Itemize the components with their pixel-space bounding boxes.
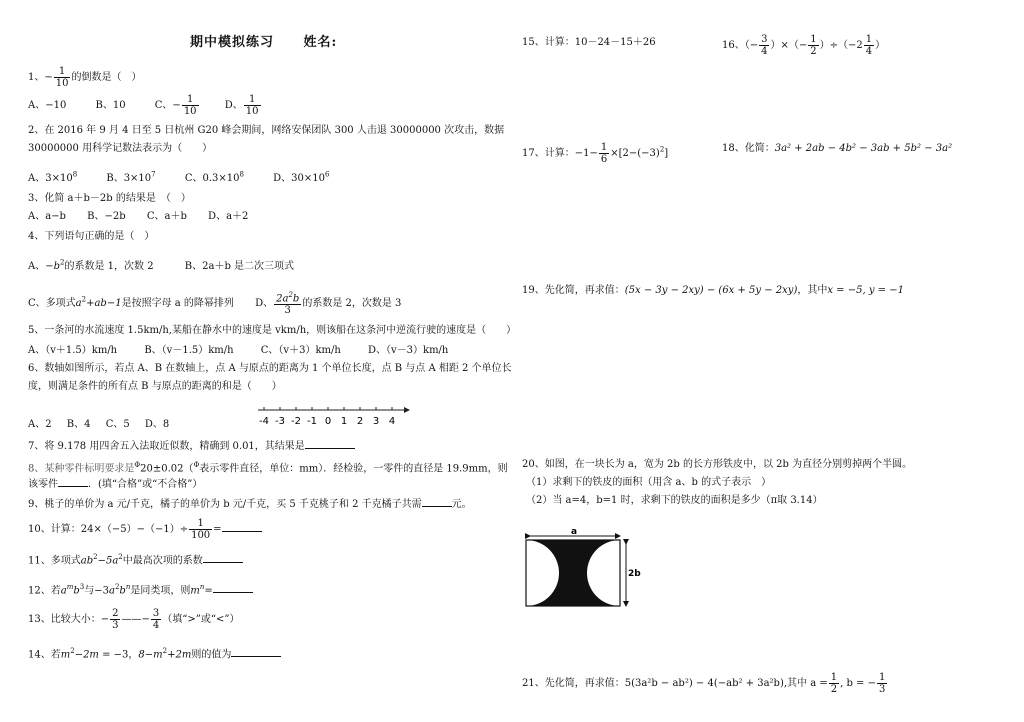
q16-frac1 [759, 34, 769, 57]
q4-d-num-a: 2a [276, 293, 289, 305]
q14-text-a: 14、若 [28, 649, 61, 661]
q13-blank[interactable]: ——− [121, 614, 150, 625]
figure-label-2b: 2b [628, 569, 641, 579]
question-1-choices [28, 94, 262, 117]
question-4: 4、下列语句正确的是（ ） [28, 231, 155, 242]
number-line-label: 2 [356, 416, 364, 427]
question-21 [522, 672, 888, 695]
question-20-line3: （2）当 a=4，b=1 时，求剩下的铁皮的面积是多少（π取 3.14） [526, 495, 823, 506]
q5-choice-c: C、（v＋3）km/h [260, 345, 341, 356]
question-5-choices [28, 344, 448, 358]
q19-text-a: 19、先化简，再求值： [522, 285, 625, 296]
q1-fraction [54, 66, 71, 89]
q4-a-exp: 2 [60, 259, 65, 267]
q21-n1: 1 [830, 672, 838, 683]
q2-d-text: D、30×10 [273, 173, 326, 185]
q4-d-text: 的系数是 2，次数是 3 [302, 297, 402, 309]
q16-frac2 [808, 34, 818, 57]
q13-d1: 3 [112, 620, 119, 631]
q2-a-text: A、3×10 [28, 173, 73, 185]
q16-text-b: ）×（− [770, 40, 808, 51]
q12-b: b [73, 585, 80, 597]
q12-text-b: 与−3 [84, 585, 109, 597]
q21-n2: 1 [878, 672, 886, 683]
q16-d2: 2 [810, 46, 817, 57]
q13-d2: 4 [152, 620, 160, 631]
q8-phi2: Φ [193, 461, 200, 469]
q14-expr1b: −2m [74, 649, 99, 661]
q9-text-a: 9、桃子的单价为 a 元/千克，橘子的单价为 b 元/千克，买 5 千克桃子和 2 千克橘子共需 [28, 499, 422, 510]
q4-c-prefix: C、多项式 [28, 297, 76, 309]
question-8-line1 [28, 458, 508, 476]
q2-b-text: B、3×10 [106, 173, 152, 185]
q8-text-b: 20±0.02（ [140, 463, 194, 475]
question-7 [28, 438, 355, 454]
q4-a-base: b [53, 261, 61, 273]
question-1 [28, 66, 141, 89]
page-title [190, 36, 337, 50]
question-8-line2 [28, 476, 202, 492]
q12-exp2: 2 [114, 583, 120, 591]
q19-cond: x = −5, y = −1 [827, 285, 904, 296]
q16-n1: 3 [761, 34, 768, 45]
q13-text-b: （填“>”或“<”） [162, 614, 240, 625]
q4-d [255, 291, 402, 317]
q10-den: 100 [191, 530, 211, 541]
q11-expr2: −5a [97, 555, 119, 567]
q12-a2: a [108, 585, 115, 597]
q17-text-c: ] [664, 148, 669, 159]
q4-c-expr: a [75, 297, 82, 309]
q2-c-exp: 8 [239, 171, 244, 179]
q1-d-frac [244, 94, 261, 117]
question-4-cd [28, 290, 401, 316]
q17-exp: 2 [659, 145, 665, 154]
q8-text-a: 8、某种零件标明要求是 [28, 463, 135, 475]
q21-frac2 [877, 672, 887, 695]
q4-d-den: 3 [284, 305, 291, 317]
q10-text-a: 10、计算：24×（−5）−（−1）÷ [28, 524, 189, 535]
q9-answer-blank[interactable] [422, 496, 452, 507]
question-3-choices [28, 210, 248, 224]
q12-text-d: = [204, 585, 213, 597]
q11-exp2: 2 [118, 553, 123, 561]
q1-den: 10 [55, 78, 69, 89]
q11-text-a: 11、多项式 [28, 555, 81, 567]
q12-m2: m [190, 585, 200, 597]
q13-n1: 2 [112, 608, 119, 619]
q12-m: m [66, 583, 74, 591]
q14-e2: 2 [162, 647, 168, 655]
q16-text-c: ）÷（−2 [819, 40, 863, 51]
q16-d1: 4 [761, 46, 768, 57]
q8-text-e: ．(填“合格”或“不合格”） [88, 479, 203, 490]
q11-expr: ab [80, 555, 94, 567]
rectangle-figure [520, 526, 644, 608]
question-20-line2: （1）求剩下的铁皮的面积（用含 a、b 的式子表示 ） [526, 477, 772, 488]
q2-choice-b [106, 173, 155, 184]
q13-frac1 [110, 608, 120, 631]
question-18 [722, 142, 952, 156]
q4-c-text: 是按照字母 a 的降幂排列 [121, 297, 234, 309]
q14-expr2: 8−m [138, 649, 163, 661]
q16-text-a: 16、（− [722, 40, 759, 51]
q4-d-num-b: b [292, 293, 300, 305]
q1-choice-c [154, 94, 200, 117]
q9-text-b: 元。 [451, 499, 472, 510]
q1-choice-d [224, 94, 262, 117]
q8-phi: Φ [134, 461, 141, 469]
q8-text-d: 该零件 [28, 479, 58, 490]
q2-d-exp: 6 [325, 171, 330, 179]
q16-d3: 4 [865, 46, 873, 57]
q8-text-c: 表示零件直径，单位：mm）．经检验，一零件的直径是 19.9mm，则 [199, 463, 508, 475]
q4-d-prefix: D、 [255, 297, 274, 309]
q4-c [28, 295, 234, 309]
q21-d1: 2 [830, 684, 838, 695]
number-line-label: 4 [388, 416, 396, 427]
q5-choice-b: B、（v－1.5）km/h [144, 345, 234, 356]
q12-exp3: 3 [79, 583, 85, 591]
question-6-line2: 度，则满足条件的所有点 B 与原点的距离的和是（ ） [28, 381, 282, 392]
q11-answer-blank[interactable] [203, 552, 243, 563]
q1-d-prefix: D、 [224, 100, 243, 111]
q4-c-exp: 2 [81, 295, 87, 304]
question-13 [28, 608, 239, 631]
q4-c-expr2: +ab−1 [86, 297, 122, 309]
q17-text-b: ×[2−(−3) [610, 148, 660, 159]
number-line-label: -3 [275, 416, 285, 427]
q1-c-den: 10 [183, 106, 197, 117]
q3-choice-d: D、a＋2 [208, 211, 249, 222]
q12-text-a: 12、若 [28, 585, 61, 597]
number-line [256, 402, 412, 430]
q2-choice-a [28, 173, 77, 184]
q4-a-prefix: A、− [28, 261, 54, 273]
question-17 [522, 142, 668, 165]
q13-n2: 3 [152, 608, 160, 619]
q7-text: 7、将 9.178 用四舍五入法取近似数，精确到 0.01，其结果是 [28, 441, 305, 452]
q12-n2: n [199, 583, 205, 591]
q2-a-exp: 8 [72, 171, 78, 179]
q1-c-frac [182, 94, 199, 117]
q13-frac2 [151, 608, 161, 631]
question-5: 5、一条河的水流速度 1.5km/h,某船在静水中的速度是 vkm/h，则该船在这条河中逆流行驶的速度是（ ） [28, 325, 517, 336]
q5-choice-a: A、（v＋1.5）km/h [28, 345, 118, 356]
q18-expr: 3a² + 2ab − 4b² − 3ab + 5b² − 3a² [774, 143, 953, 154]
question-11 [28, 550, 243, 568]
q16-text-d: ） [875, 40, 886, 51]
number-line-label: 3 [372, 416, 380, 427]
q14-text-c: 则的值为 [191, 649, 232, 661]
q19-expr: (5x − 3y − 2xy) − (6x + 5y − 2xy) [624, 285, 798, 296]
q1-d-den: 10 [245, 106, 259, 117]
question-6-choices [28, 418, 169, 432]
q8-answer-blank[interactable] [58, 476, 88, 487]
name-label: 姓名: [303, 35, 338, 50]
q10-text-b: = [213, 524, 222, 535]
question-2-choices [28, 168, 329, 186]
q21-frac1 [829, 672, 839, 695]
q1-choice-b: B、10 [95, 100, 126, 111]
q10-num: 1 [189, 518, 212, 530]
question-15: 15、计算：10－24－15＋26 [522, 37, 656, 48]
q1-d-num: 1 [244, 94, 261, 106]
q2-c-text: C、0.3×10 [184, 173, 240, 185]
question-9 [28, 496, 472, 512]
question-19 [522, 284, 904, 298]
q1-prefix: 1、− [28, 72, 53, 83]
q14-expr2b: +2m [167, 649, 192, 661]
title-text: 期中模拟练习 [190, 35, 275, 50]
number-line-label: 0 [324, 416, 332, 427]
q18-text-a: 18、化简： [722, 143, 775, 154]
q6-choice-a: A、2 [28, 419, 52, 430]
q14-e1: 2 [70, 647, 75, 655]
q14-expr1: m [60, 649, 71, 661]
number-line-label: 1 [340, 416, 348, 427]
q2-choice-c [185, 173, 244, 184]
q16-frac3 [864, 34, 874, 57]
q19-text-b: ，其中 [797, 285, 828, 296]
q14-answer-blank[interactable] [231, 646, 281, 657]
q12-answer-blank[interactable] [213, 582, 253, 593]
number-line-label: -1 [307, 416, 317, 427]
q7-answer-blank[interactable] [305, 438, 355, 449]
q1-choice-a: A、−10 [28, 100, 67, 111]
q1-text: 的倒数是（ ） [71, 72, 142, 83]
question-20-line1: 20、如图，在一块长为 a，宽为 2b 的长方形铁皮中，以 2b 为直径分别剪掉两个半圆。 [522, 459, 913, 470]
question-10 [28, 518, 262, 541]
q21-text-a: 21、先化简，再求值：5(3a²b − ab²) − 4(−ab² + 3a²b),其中 a = [522, 678, 828, 689]
q11-text-b: 中最高次项的系数 [122, 555, 203, 567]
q2-choice-d [273, 173, 329, 184]
q4-d-num [274, 290, 301, 305]
q3-choice-c: C、a＋b [146, 211, 187, 222]
q14-text-b: = −3， [98, 649, 139, 661]
number-line-label: -4 [259, 416, 269, 427]
q12-b2: b [119, 585, 126, 597]
q12-a: a [60, 585, 67, 597]
question-4-ab [28, 256, 294, 274]
q12-text-c: 是同类项，则 [130, 585, 191, 597]
q5-choice-d: D、（v－3）km/h [367, 345, 449, 356]
q11-exp: 2 [93, 553, 98, 561]
q4-a-text: 的系数是 1，次数 2 [64, 261, 154, 273]
q4-a [28, 261, 154, 272]
q1-c-num: 1 [182, 94, 199, 106]
figure-label-a: a [570, 527, 578, 537]
question-3: 3、化简 a＋b－2b 的结果是 （ ） [28, 193, 191, 204]
q16-n3: 1 [865, 34, 873, 45]
q17-frac [599, 142, 609, 165]
q10-answer-blank[interactable] [222, 521, 262, 532]
q17-d: 6 [600, 154, 608, 165]
q12-n: n [125, 583, 131, 591]
q21-text-b: , b = − [840, 678, 876, 689]
question-2-line2: 30000000 用科学记数法表示为（ ） [28, 143, 213, 154]
q1-num: 1 [54, 66, 71, 78]
q6-choice-c: C、5 [105, 419, 130, 430]
q2-b-exp: 7 [151, 171, 156, 179]
question-2-line1: 2、在 2016 年 9 月 4 日至 5 日杭州 G20 峰会期间，网络安保团队 300 人击退 30000000 次攻击，数据 [28, 125, 505, 136]
q17-n: 1 [600, 142, 608, 153]
q6-choice-b: B、4 [66, 419, 91, 430]
q10-frac [189, 518, 212, 541]
q4-d-num-exp: 2 [288, 291, 293, 299]
q13-text-a: 13、比较大小：− [28, 614, 110, 625]
q3-choice-a: A、a−b [28, 211, 66, 222]
question-12 [28, 580, 253, 598]
q6-choice-d: D、8 [144, 419, 170, 430]
number-line-label: -2 [291, 416, 301, 427]
q4-b: B、2a＋b 是二次三项式 [184, 261, 295, 273]
question-14 [28, 644, 281, 662]
q1-c-prefix: C、− [154, 100, 181, 111]
q4-d-frac [274, 290, 301, 316]
q3-choice-b: B、−2b [87, 211, 126, 222]
q16-n2: 1 [810, 34, 817, 45]
q17-text-a: 17、计算：−1− [522, 148, 598, 159]
question-6-line1: 6、数轴如图所示，若点 A、B 在数轴上，点 A 与原点的距离为 1 个单位长度，点 B 与点 A 相距 2 个单位长 [28, 363, 512, 374]
question-16 [722, 34, 885, 57]
q21-d2: 3 [878, 684, 886, 695]
